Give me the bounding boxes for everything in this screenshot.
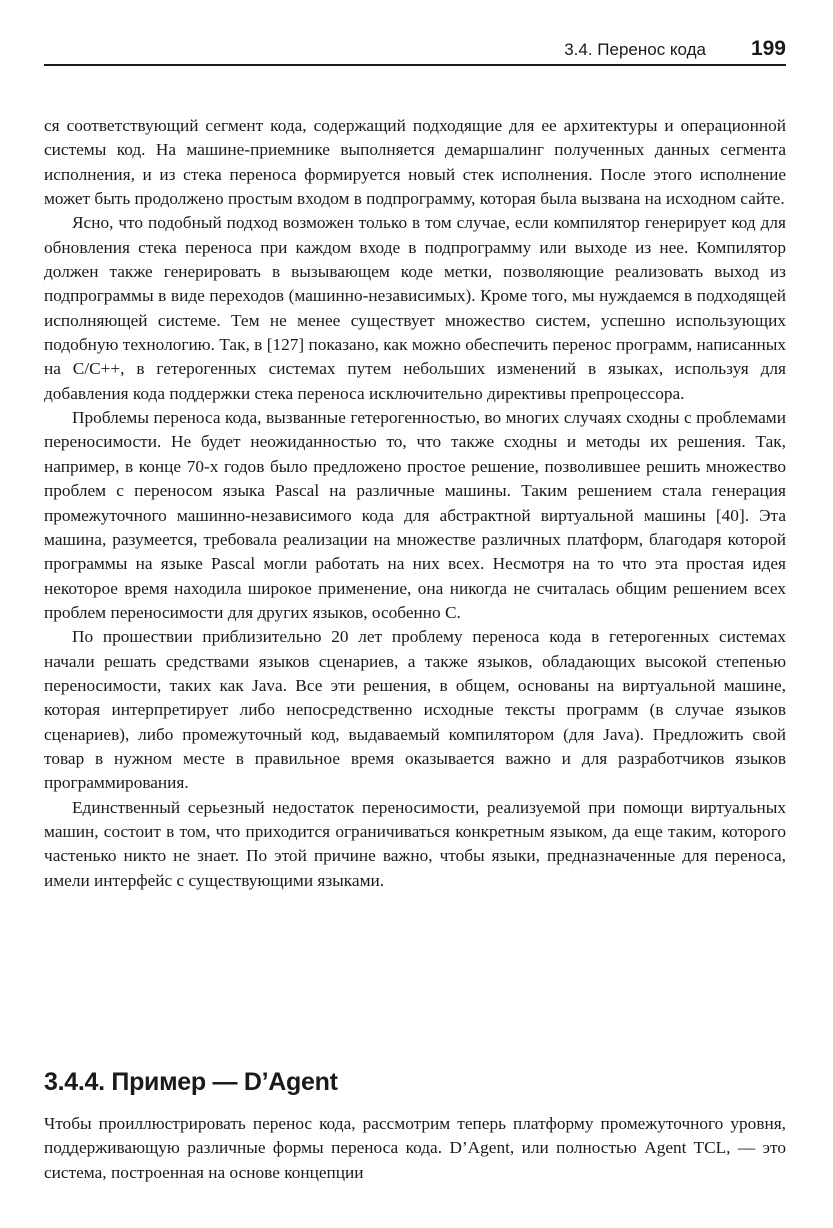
paragraph: Проблемы переноса кода, вызванные гетерогенностью, во многих случаях сходны с проблемами переносимости. Не будет неожиданностью то, что также сходны и методы их решения. Так, например, в конце 70-х годов было предложено простое решение, позволившее решить множество проблем с переносом языка Pascal на различные машины. Таким решением стала генерация промежуточного машинно-независимого кода для абстрактной виртуальной машины [40]. Эта машина, разумеется, требовала реализации на множестве различных платформ, благодаря которой программы на языке Pascal могли работать на них всех. Несмотря на то что эта простая идея некоторое время находила широкое применение, она никогда не считалась общим решением всех проблем переносимости для других языков, особенно C.	[44, 408, 786, 622]
section-heading: 3.4.4. Пример — D’Agent	[44, 1068, 338, 1096]
paragraph-continued: ся соответствующий сегмент кода, содержащий подходящие для ее архитектуры и операционной системы код. На машине-приемнике выполняется демаршалинг полученных данных сегмента исполнения, и из стека переноса формируется новый стек исполнения. После этого исполнение может быть продолжено простым входом в подпрограмму, которая была вызвана на исходном сайте.	[44, 116, 786, 209]
paragraph: Чтобы проиллюстрировать перенос кода, рассмотрим теперь платформу промежуточного уровня, поддерживающую различные формы переноса кода. D’Agent, или полностью Agent TCL, — это система, построенная на основе концепции	[44, 1114, 786, 1182]
running-head-section-title: 3.4. Перенос кода	[564, 40, 706, 59]
page-number: 199	[750, 37, 786, 60]
paragraph: По прошествии приблизительно 20 лет проблему переноса кода в гетерогенных системах начали решать средствами языков сценариев, а также языков, обладающих высокой степенью переносимости, таких как Java. Все эти решения, в общем, основаны на виртуальной машине, которая интерпретирует либо непосредственно исходные тексты программ (в случае языков сценариев), либо промежуточный код, выдаваемый компилятором (для Java). Предложить свой товар в нужном месте в правильное время оказывается важно и для разработчиков языков программирования.	[44, 627, 786, 793]
paragraph: Единственный серьезный недостаток переносимости, реализуемой при помощи виртуальных машин, состоит в том, что приходится ограничиваться конкретным языком, да еще таким, которого частенько никто не знает. По этой причине важно, чтобы языки, предназначенные для переноса, имели интерфейс с существующими языками.	[44, 797, 786, 890]
body-text	[44, 114, 786, 893]
running-head	[44, 36, 786, 66]
paragraph: Ясно, что подобный подход возможен только в том случае, если компилятор генерирует код для обновления стека переноса при каждом входе в подпрограмму или выходе из нее. Компилятор должен также генерировать в вызывающем коде метки, позволяющие реализовать выход из подпрограммы в виде переходов (машинно-независимых). Кроме того, мы нуждаемся в подходящей исполняющей системе. Тем не менее существует множество систем, успешно использующих подобную технологию. Так, в [127] показано, как можно обеспечить перенос программ, написанных на C/C++, в гетерогенных системах путем небольших изменений в языках, используя для добавления кода поддержки стека переноса исключительно директивы препроцессора.	[44, 213, 786, 403]
section-intro	[44, 1112, 786, 1185]
